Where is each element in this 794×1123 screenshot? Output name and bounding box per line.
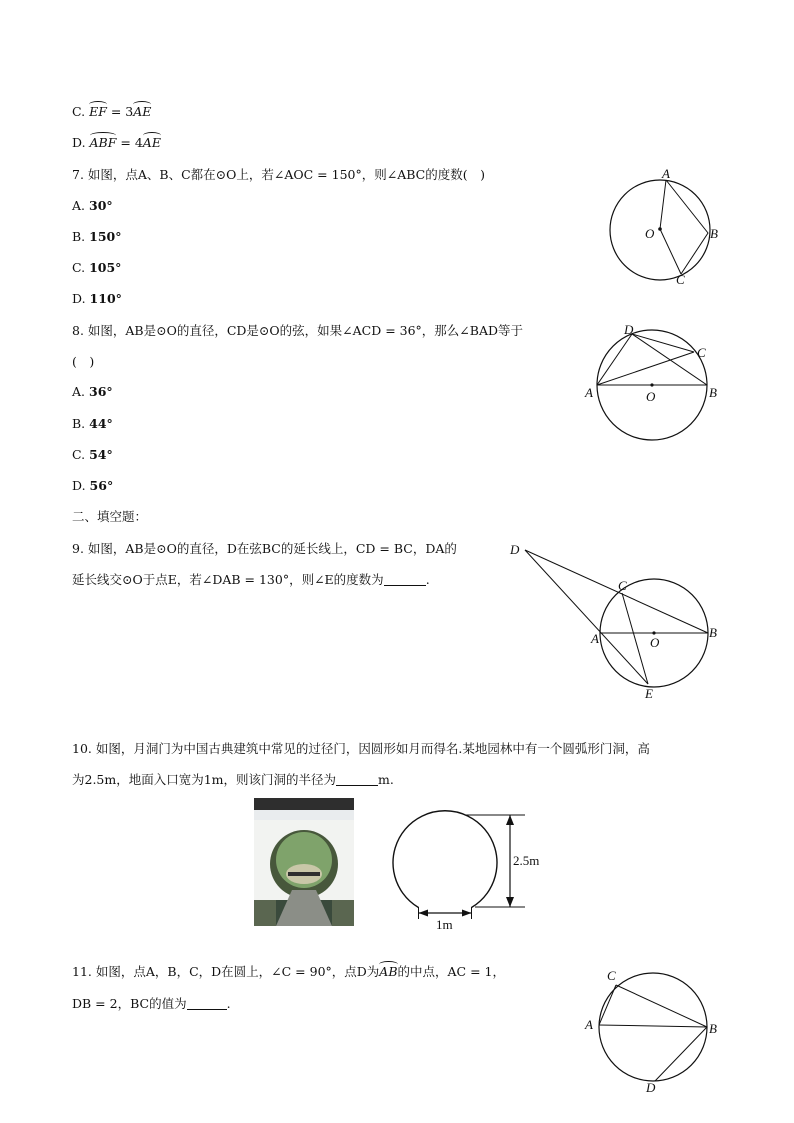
q10-answer-blank[interactable] xyxy=(336,773,378,786)
q7-label-o: O xyxy=(645,226,655,241)
q8-label-b: B xyxy=(709,385,717,400)
q8-option-d: D. 56° xyxy=(72,478,114,493)
q7-stem: 7. 如图，点A、B、C都在⊙O上，若∠AOC = 150°，则∠ABC的度数( ) xyxy=(72,167,485,182)
q11-label-b: B xyxy=(709,1021,717,1036)
moon-gate-photo xyxy=(254,798,354,926)
q8-label-d: D xyxy=(624,322,634,337)
q8-stem-line1: 8. 如图，AB是⊙O的直径，CD是⊙O的弦，如果∠ACD = 36°，那么∠BAD等于 xyxy=(72,323,524,338)
q7-label-a: A xyxy=(662,166,670,181)
q10-width-label: 1m xyxy=(436,917,453,932)
section2-title: 二、填空题： xyxy=(72,509,148,524)
q9-label-o: O xyxy=(650,635,660,650)
q11-line1: 11. 如图，点A，B，C，D在圆上，∠C = 90°，点D为AB的中点，AC = 1， xyxy=(72,964,505,979)
q8-label-a: A xyxy=(585,385,593,400)
q9-line1: 9. 如图，AB是⊙O的直径，D在弦BC的延长线上，CD = BC，DA的 xyxy=(72,541,457,556)
q8-option-a: A. 36° xyxy=(72,384,113,399)
q9-label-a: A xyxy=(591,631,599,646)
q9-line2: 延长线交⊙O于点E，若∠DAB = 130°，则∠E的度数为 . xyxy=(72,572,430,587)
q9-label-b: B xyxy=(709,625,717,640)
q6-d-arc-ae: AE xyxy=(142,135,161,150)
q11-answer-blank[interactable] xyxy=(187,997,227,1010)
q6-option-c: C. EF = 3AE xyxy=(72,104,152,119)
q8-option-b: B. 44° xyxy=(72,416,113,431)
q10-line1: 10. 如图，月洞门为中国古典建筑中常见的过径门，因圆形如月而得名.某地园林中有一个圆弧形门洞，高 xyxy=(72,741,650,756)
q7-figure xyxy=(600,160,730,290)
q11-label-c: C xyxy=(607,968,616,983)
q6-c-arc-ae: AE xyxy=(133,104,152,119)
q6-c-arc-ef: EF xyxy=(89,104,107,119)
q9-label-c: C xyxy=(618,578,627,593)
q7-label-c: C xyxy=(676,272,685,287)
q6-option-d: D. ABF = 4AE xyxy=(72,135,161,150)
q7-label-b: B xyxy=(710,226,718,241)
q8-label-o: O xyxy=(646,389,656,404)
q6-d-arc-abf: ABF xyxy=(89,135,117,150)
q10-height-label: 2.5m xyxy=(513,853,540,868)
q11-arc-ab: AB xyxy=(379,964,398,979)
q8-figure xyxy=(580,320,730,445)
q11-line2: DB = 2，BC的值为 . xyxy=(72,996,231,1011)
q9-answer-blank[interactable] xyxy=(384,573,426,586)
q8-stem-line2: ( ) xyxy=(72,354,95,369)
q10-line2: 为2.5m，地面入口宽为1m，则该门洞的半径为 m. xyxy=(72,772,394,787)
q9-figure xyxy=(505,538,725,703)
q7-option-b: B. 150° xyxy=(72,229,122,244)
q10-figure xyxy=(385,805,550,935)
q7-option-c: C. 105° xyxy=(72,260,122,275)
q7-option-a: A. 30° xyxy=(72,198,113,213)
q8-label-c: C xyxy=(697,345,706,360)
q8-option-c: C. 54° xyxy=(72,447,113,462)
q7-option-d: D. 110° xyxy=(72,291,122,306)
q11-label-a: A xyxy=(585,1017,593,1032)
q9-label-d: D xyxy=(510,542,520,557)
q9-label-e: E xyxy=(645,686,653,701)
q11-figure xyxy=(580,965,730,1095)
q11-label-d: D xyxy=(646,1080,656,1095)
